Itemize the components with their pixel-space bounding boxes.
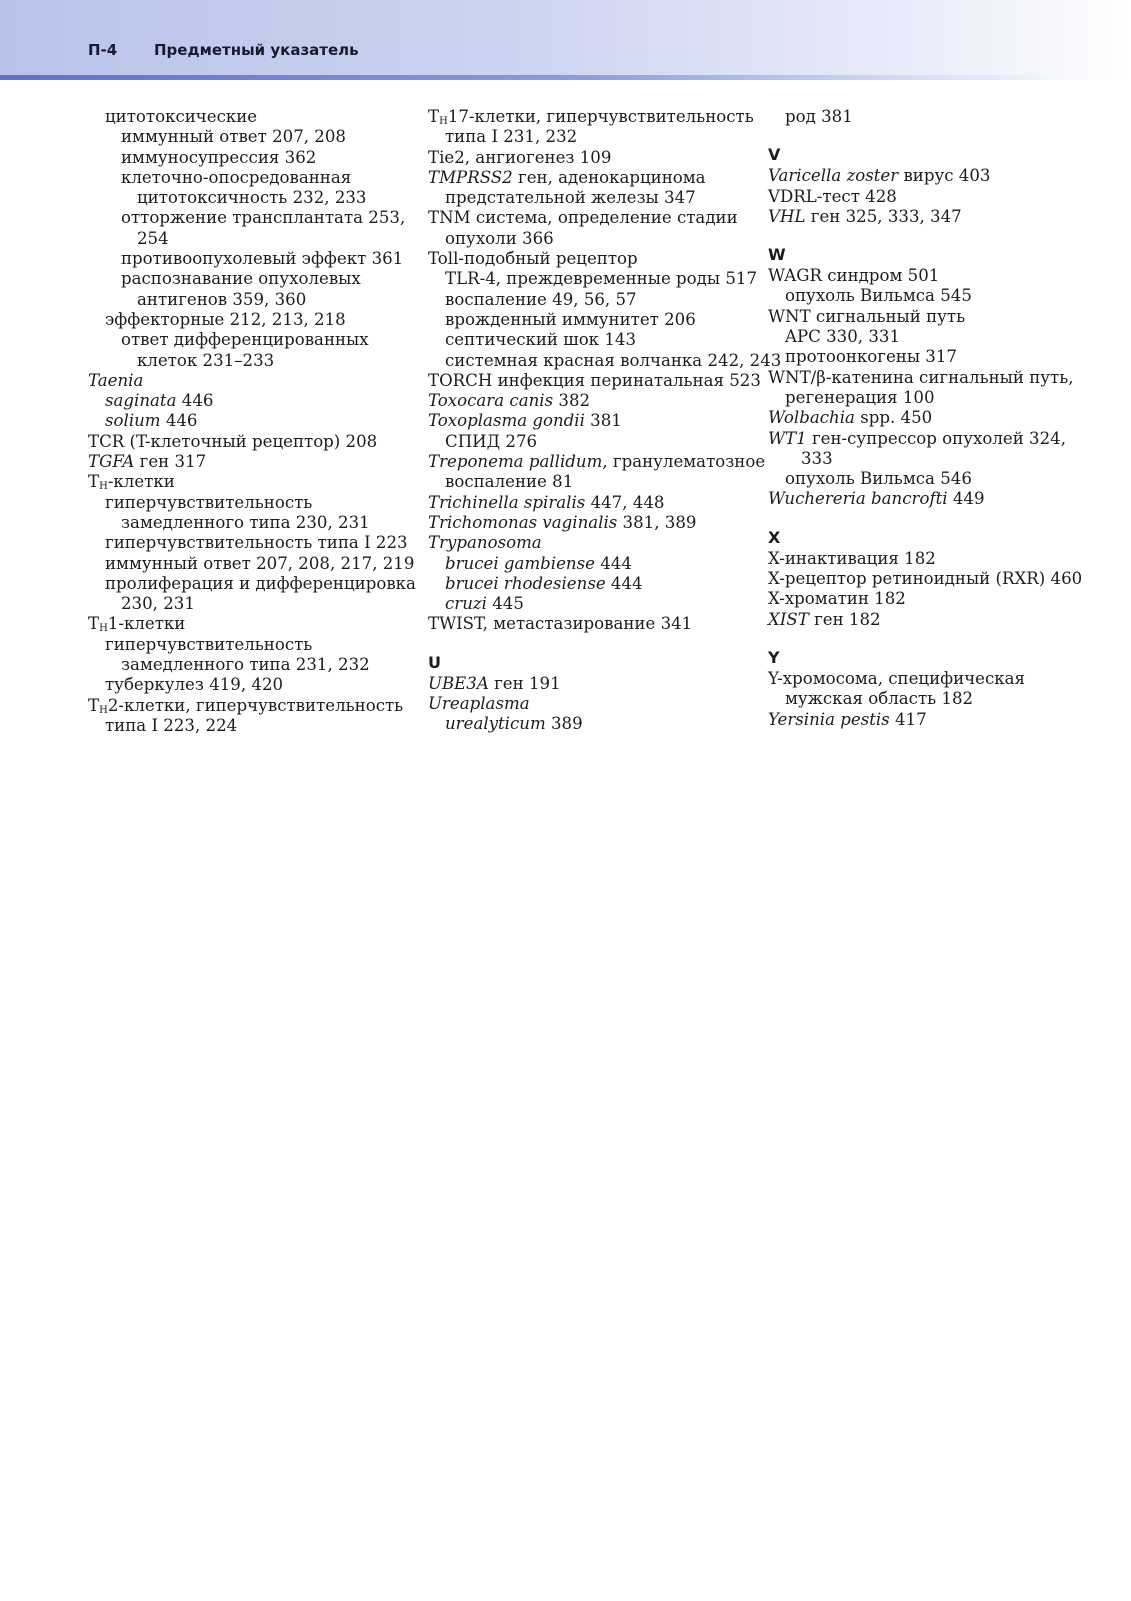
index-entry — [768, 327, 1098, 347]
index-entry — [428, 168, 738, 188]
index-entry — [428, 594, 738, 614]
index-entry — [88, 594, 398, 614]
index-entry — [88, 269, 398, 289]
index-section-letter: W — [768, 245, 786, 265]
entry-text: опухоль Вильмса 545 — [785, 286, 972, 306]
entry-text: антигенов 359, 360 — [137, 289, 307, 309]
entry-prefix: T — [88, 614, 100, 634]
entry-text: гиперчувствительность — [105, 492, 313, 512]
index-entry — [428, 208, 738, 228]
entry-text: X-хроматин 182 — [768, 589, 906, 609]
header-text — [88, 38, 359, 62]
index-entry — [88, 391, 398, 411]
entry-text: TNM система, определение стадии — [428, 208, 738, 228]
index-entry — [768, 408, 1098, 428]
entry-text: 333 — [801, 448, 833, 468]
index-entry — [428, 127, 738, 147]
entry-text: 230, 231 — [121, 594, 195, 614]
page-number: П-4 — [88, 41, 118, 59]
entry-text: род 381 — [785, 107, 853, 126]
index-entry — [88, 573, 416, 594]
entry-text: мужская область 182 — [785, 689, 974, 709]
index-entry — [428, 370, 761, 391]
entry-prefix: T — [428, 107, 440, 126]
entry-text: -клетки — [107, 472, 175, 492]
entry-text: 446 — [160, 411, 198, 431]
index-column-2 — [428, 107, 782, 735]
entry-text: 1-клетки — [107, 614, 186, 634]
entry-text: 389 — [545, 714, 583, 734]
index-entry — [428, 391, 738, 411]
entry-text: отторжение трансплантата 253, — [121, 208, 406, 228]
entry-subscript: H — [99, 623, 108, 635]
entry-italic-term: Yersinia pestis — [768, 709, 890, 729]
entry-text: 444 — [605, 573, 643, 593]
index-entry — [88, 249, 404, 269]
index-entry — [768, 710, 1098, 730]
entry-text: X-инактивация 182 — [768, 548, 936, 568]
entry-text: APC 330, 331 — [785, 327, 901, 347]
index-entry — [88, 188, 398, 208]
index-entry — [428, 249, 738, 269]
entry-subscript: H — [439, 116, 448, 127]
entry-text: 17-клетки, гиперчувствительность — [447, 107, 754, 126]
index-section-letter: Y — [768, 647, 780, 667]
entry-text: ген 317 — [134, 452, 207, 472]
entry-prefix: T — [88, 472, 100, 492]
index-entry — [768, 569, 1098, 589]
entry-italic-term: Varicella zoster — [768, 166, 899, 186]
entry-text: 446 — [176, 391, 214, 411]
entry-italic-term: brucei gambiense — [445, 553, 595, 573]
entry-text: WNT сигнальный путь — [768, 306, 966, 326]
index-entry — [88, 229, 398, 249]
index-entry — [88, 107, 398, 127]
entry-text: иммунный ответ 207, 208 — [121, 127, 346, 147]
index-entry — [768, 187, 1098, 207]
index-entry — [768, 307, 1098, 327]
entry-text: TWIST, метастазирование 341 — [428, 614, 693, 634]
entry-text: 444 — [594, 553, 632, 573]
entry-text: иммунный ответ 207, 208, 217, 219 — [105, 553, 415, 573]
entry-text: TCR (T-клеточный рецептор) 208 — [88, 431, 378, 451]
index-entry — [768, 368, 1098, 388]
entry-text: пролиферация и дифференцировка — [105, 573, 416, 593]
entry-text: 381, 389 — [617, 512, 697, 532]
entry-text: 417 — [889, 709, 927, 729]
index-entry — [428, 533, 738, 553]
entry-text: TORCH инфекция перинатальная 523 — [428, 370, 761, 390]
index-entry — [768, 286, 1098, 306]
entry-italic-term: Trichinella spiralis — [428, 492, 586, 512]
entry-text: ген, аденокарцинома — [512, 167, 706, 187]
entry-text: воспаление 49, 56, 57 — [445, 289, 637, 309]
page-header — [0, 0, 1131, 80]
index-entry — [88, 635, 398, 655]
index-entry — [88, 351, 398, 371]
entry-text: 445 — [486, 594, 524, 614]
entry-text: иммуносупрессия 362 — [121, 147, 317, 167]
index-entry — [768, 589, 1098, 609]
index-entry — [428, 330, 738, 350]
entry-text: 2-клетки, гиперчувствительность — [107, 695, 404, 715]
index-entry — [428, 554, 738, 574]
index-entry — [88, 432, 398, 452]
entry-italic-term: XIST — [768, 609, 809, 629]
index-entry — [768, 449, 1098, 469]
index-entry — [768, 388, 1098, 408]
index-entry — [768, 489, 1098, 509]
index-entry — [428, 148, 738, 168]
entry-text: ответ дифференцированных — [121, 330, 369, 350]
entry-text: X-рецептор ретиноидный (RXR) 460 — [768, 569, 1083, 589]
index-entry — [768, 266, 1098, 286]
entry-subscript: H — [99, 704, 108, 716]
entry-text: 449 — [947, 489, 985, 509]
entry-italic-term: Ureaplasma — [428, 694, 530, 714]
entry-italic-term: UBE3A — [428, 673, 489, 693]
entry-text: 254 — [137, 228, 169, 248]
index-entry — [428, 411, 738, 431]
index-entry — [428, 472, 738, 492]
index-entry — [88, 695, 404, 716]
index-entry — [88, 290, 398, 310]
entry-text: септический шок 143 — [445, 330, 636, 350]
entry-text: гиперчувствительность — [105, 634, 313, 654]
index-entry — [768, 469, 1098, 489]
entry-italic-term: brucei rhodesiense — [445, 573, 606, 593]
entry-text: ген-супрессор опухолей 324, — [806, 428, 1066, 448]
index-entry — [768, 689, 1098, 709]
index-entry — [428, 310, 738, 330]
entry-text: Y-хромосома, специфическая — [768, 668, 1026, 688]
entry-italic-term: TMPRSS2 — [428, 167, 513, 187]
index-entry — [428, 229, 738, 249]
entry-text: типа I 223, 224 — [105, 715, 238, 735]
entry-text: вирус 403 — [898, 166, 991, 186]
entry-italic-term: WT1 — [768, 428, 807, 448]
index-entry — [428, 574, 738, 594]
index-entry — [768, 429, 1098, 449]
index-entry — [768, 347, 1098, 367]
entry-text: системная красная волчанка 242, 243 — [445, 350, 782, 370]
entry-text: WAGR синдром 501 — [768, 266, 940, 286]
entry-italic-term: urealyticum — [445, 714, 546, 734]
entry-text: ген 325, 333, 347 — [805, 206, 962, 226]
index-entry — [88, 655, 398, 675]
index-entry — [88, 371, 398, 391]
entry-text: 447, 448 — [585, 492, 665, 512]
index-entry — [768, 549, 1098, 569]
entry-prefix: T — [88, 695, 100, 715]
index-column-1 — [88, 107, 416, 736]
entry-text: типа I 231, 232 — [445, 127, 578, 147]
index-entry — [428, 694, 738, 714]
index-section-letter: U — [428, 652, 441, 672]
entry-text: опухоль Вильмса 546 — [785, 469, 972, 489]
index-entry — [88, 716, 398, 736]
entry-text: ген 191 — [488, 673, 561, 693]
entry-text: Toll-подобный рецептор — [428, 249, 638, 269]
index-entry — [428, 269, 758, 289]
entry-text: воспаление 81 — [445, 472, 574, 492]
entry-text: 382 — [553, 391, 591, 411]
entry-italic-term: Taenia — [88, 370, 144, 390]
index-entry — [88, 553, 415, 574]
entry-text: врожденный иммунитет 206 — [445, 309, 696, 329]
entry-text: spp. 450 — [854, 408, 933, 428]
entry-italic-term: Toxocara canis — [428, 391, 554, 411]
entry-text: замедленного типа 230, 231 — [121, 512, 370, 532]
index-entry — [88, 493, 398, 513]
index-entry — [88, 208, 406, 228]
entry-text: VDRL-тест 428 — [768, 186, 897, 206]
entry-text: опухоли 366 — [445, 228, 554, 248]
entry-text: WNT/β-катенина сигнальный путь, — [768, 367, 1074, 387]
index-entry — [428, 674, 738, 694]
index-entry — [428, 614, 738, 634]
index-entry — [428, 290, 738, 310]
entry-text: регенерация 100 — [785, 387, 935, 407]
entry-text: эффекторные 212, 213, 218 — [105, 309, 346, 329]
index-entry — [88, 614, 398, 634]
entry-italic-term: cruzi — [445, 594, 487, 614]
entry-italic-term: Treponema pallidum — [428, 452, 603, 472]
entry-italic-term: Wuchereria bancrofti — [768, 489, 948, 509]
index-entry — [88, 452, 398, 472]
entry-text: , гранулематозное — [602, 452, 766, 472]
index-entry — [88, 310, 398, 330]
index-entry — [768, 669, 1098, 689]
entry-text: TLR-4, преждевременные роды 517 — [445, 269, 758, 289]
running-title: Предметный указатель — [154, 41, 359, 59]
index-entry — [428, 714, 738, 734]
entry-italic-term: VHL — [768, 206, 806, 226]
entry-text: протоонкогены 317 — [785, 347, 957, 367]
entry-text: цитотоксичность 232, 233 — [137, 188, 367, 208]
index-entry — [428, 513, 738, 533]
entry-text: цитотоксические — [105, 107, 258, 126]
entry-subscript: H — [99, 481, 108, 493]
entry-text: клеток 231–233 — [137, 350, 275, 370]
index-entry — [428, 452, 766, 472]
index-entry — [88, 411, 398, 431]
entry-italic-term: saginata — [105, 391, 177, 411]
index-section-letter: V — [768, 145, 781, 165]
entry-italic-term: Toxoplasma gondii — [428, 411, 585, 431]
entry-text: ген 182 — [808, 609, 881, 629]
entry-text: гиперчувствительность типа I 223 — [105, 533, 408, 553]
entry-text: противоопухолевый эффект 361 — [121, 249, 404, 269]
entry-text: СПИД 276 — [445, 431, 538, 451]
entry-italic-term: solium — [105, 411, 161, 431]
index-entry — [88, 330, 398, 350]
index-entry — [768, 107, 1098, 127]
index-entry — [88, 513, 398, 533]
index-entry — [88, 533, 408, 553]
index-entry — [428, 188, 738, 208]
index-entry — [428, 493, 738, 513]
header-rule — [0, 75, 1060, 80]
index-entry — [88, 472, 398, 492]
index-entry — [88, 127, 398, 147]
entry-text: распознавание опухолевых — [121, 269, 361, 289]
index-section-letter: X — [768, 527, 781, 547]
entry-text: 381 — [584, 411, 622, 431]
entry-italic-term: Wolbachia — [768, 408, 855, 428]
entry-italic-term: Trichomonas vaginalis — [428, 512, 618, 532]
index-entry — [768, 610, 1098, 630]
entry-text: Tie2, ангиогенез 109 — [428, 147, 612, 167]
index-entry — [428, 350, 782, 371]
index-entry — [768, 207, 1098, 227]
index-entry — [88, 675, 398, 695]
entry-text: замедленного типа 231, 232 — [121, 655, 370, 675]
entry-text: туберкулез 419, 420 — [105, 675, 284, 695]
entry-text: предстательной железы 347 — [445, 188, 696, 208]
index-entry — [88, 148, 398, 168]
entry-italic-term: Trypanosoma — [428, 533, 542, 553]
index-entry — [428, 432, 738, 452]
index-column-3 — [768, 107, 1098, 730]
entry-italic-term: TGFA — [88, 452, 135, 472]
index-entry — [88, 168, 398, 188]
entry-text: клеточно-опосредованная — [121, 167, 352, 187]
index-entry — [428, 107, 754, 127]
index-entry — [768, 166, 1098, 186]
